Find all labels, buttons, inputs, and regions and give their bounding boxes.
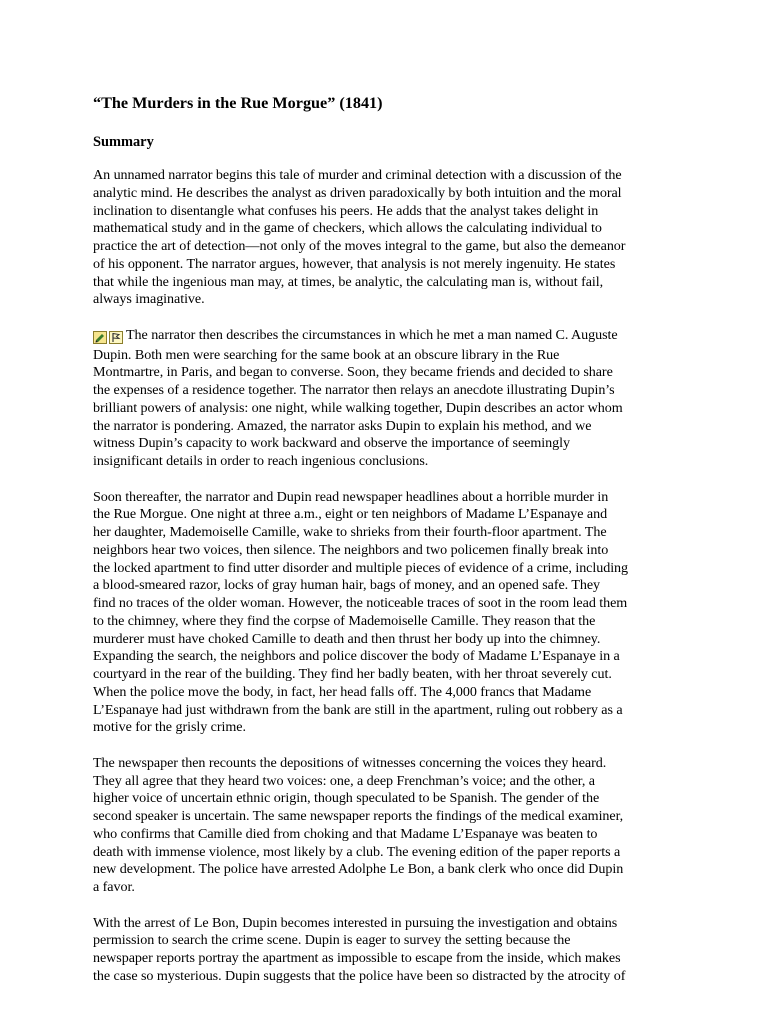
text-line: newspaper reports portray the apartment as impossible to escape from the inside, which makes: [93, 950, 621, 966]
text-line: her daughter, Mademoiselle Camille, wake to shrieks from their fourth-floor apartment. The: [93, 524, 607, 540]
text-line: the Rue Morgue. One night at three a.m., eight or ten neighbors of Madame L’Espanaye and: [93, 506, 608, 523]
document-title: [93, 93, 683, 113]
inline-icon-group[interactable]: [93, 329, 125, 347]
text-line: new development. The police have arrested Adolphe Le Bon, a bank clerk who once did Dupin: [93, 861, 624, 878]
text-line: When the police move the body, in fact, her head falls off. The 4,000 francs that Madame: [93, 683, 592, 700]
text-line: Expanding the search, the neighbors and police discover the body of Madame L’Espanaye in a: [93, 648, 620, 665]
section-heading: Summary: [93, 134, 154, 150]
title-main: “The Murders in the Rue Morgue”: [93, 94, 336, 112]
text-line: the locked apartment to find utter disorder and multiple pieces of evidence of a crime, including: [93, 559, 629, 576]
text-line: to the chimney, where they find the corpse of Mademoiselle Camille. They reason that the: [93, 612, 596, 629]
text-line: Soon thereafter, the narrator and Dupin read newspaper headlines about a horrible murder in: [93, 488, 609, 505]
text-line: With the arrest of Le Bon, Dupin becomes interested in pursuing the investigation and obtains: [93, 914, 618, 931]
paragraph-2: [93, 327, 683, 471]
text-line: murderer must have choked Camille to death and then thrust her body up into the chimney.: [93, 630, 601, 647]
text-line: L’Espanaye had just withdrawn from the bank are still in the apartment, ruling out robbery as a: [93, 701, 623, 718]
paragraph-1: [93, 167, 683, 309]
text-line: Montmartre, in Paris, and began to converse. Soon, they became friends and decided to share: [93, 364, 613, 381]
text-line: the case so mysterious. Dupin suggests that the police have been so distracted by the atrocity of: [93, 967, 626, 984]
text-line: always imaginative.: [93, 291, 205, 308]
text-line: death with immense violence, most likely by a club. The evening edition of the paper reports a: [93, 843, 621, 860]
document-page: [93, 93, 683, 1003]
flag-icon[interactable]: [109, 331, 123, 344]
text-line: a favor.: [93, 879, 135, 895]
text-line: permission to search the crime scene. Dupin is eager to survey the setting because the: [93, 932, 571, 949]
text-line: neighbors hear two voices, then silence. The neighbors and two policemen finally break into: [93, 541, 609, 558]
title-year: (1841): [335, 94, 383, 112]
text-line: insignificant details in order to reach ingenious conclusions.: [93, 453, 429, 469]
text-line: The newspaper then recounts the depositions of witnesses concerning the voices they heard.: [93, 754, 607, 771]
text-line: mathematical study and in the game of checkers, which allows the calculating individual to: [93, 220, 602, 237]
text-line: Dupin. Both men were searching for the same book at an obscure library in the Rue: [93, 346, 560, 363]
text-line-with-icons: [93, 327, 683, 347]
text-line: witness Dupin’s capacity to work backward and observe the importance of seemingly: [93, 435, 570, 452]
edit-note-icon[interactable]: [93, 331, 107, 344]
paragraph-4: [93, 755, 683, 897]
text-line: An unnamed narrator begins this tale of murder and criminal detection with a discussion of the: [93, 167, 622, 183]
paragraph-5: [93, 915, 683, 986]
text-line: brilliant powers of analysis: one night, while walking together, Dupin describes an actor whom: [93, 399, 623, 416]
text-line: second speaker is uncertain. The same newspaper reports the findings of the medical examiner,: [93, 808, 624, 824]
text-line: who confirms that Camille died from choking and that Madame L’Espanaye was beaten to: [93, 825, 598, 842]
text-line: a blood-smeared razor, locks of gray human hair, bags of money, and an opened safe. They: [93, 577, 601, 594]
text-line: the expenses of a residence together. The narrator then relays an anecdote illustrating Dupin’s: [93, 382, 615, 398]
paragraph-3: [93, 489, 683, 738]
text-line: They all agree that they heard two voices: one, a deep Frenchman’s voice; and the other, a: [93, 772, 595, 789]
text-line: the narrator is pondering. Amazed, the narrator asks Dupin to explain his method, and we: [93, 417, 592, 434]
text-line: inclination to disentangle what confuses his peers. He adds that the analyst takes delight in: [93, 202, 599, 219]
text-line: that while the ingenious man may, at times, be analytic, the calculating man is, without fail,: [93, 273, 604, 290]
text-line: The narrator then describes the circumstances in which he met a man named C. Auguste: [126, 326, 618, 343]
text-line: courtyard in the rear of the building. They find her badly beaten, with her throat severely cut.: [93, 666, 612, 682]
text-line: analytic mind. He describes the analyst as driven paradoxically by both intuition and the moral: [93, 184, 622, 201]
text-line: find no traces of the older woman. However, the noticeable traces of soot in the room lead them: [93, 595, 628, 611]
text-line: of his opponent. The narrator argues, however, that analysis is not merely ingenuity. He states: [93, 255, 616, 272]
text-line: higher voice of uncertain ethnic origin, though speculated to be Spanish. The gender of the: [93, 790, 600, 807]
text-line: practice the art of detection—not only of the moves integral to the game, but also the demeanor: [93, 238, 626, 254]
text-line: motive for the grisly crime.: [93, 719, 246, 736]
